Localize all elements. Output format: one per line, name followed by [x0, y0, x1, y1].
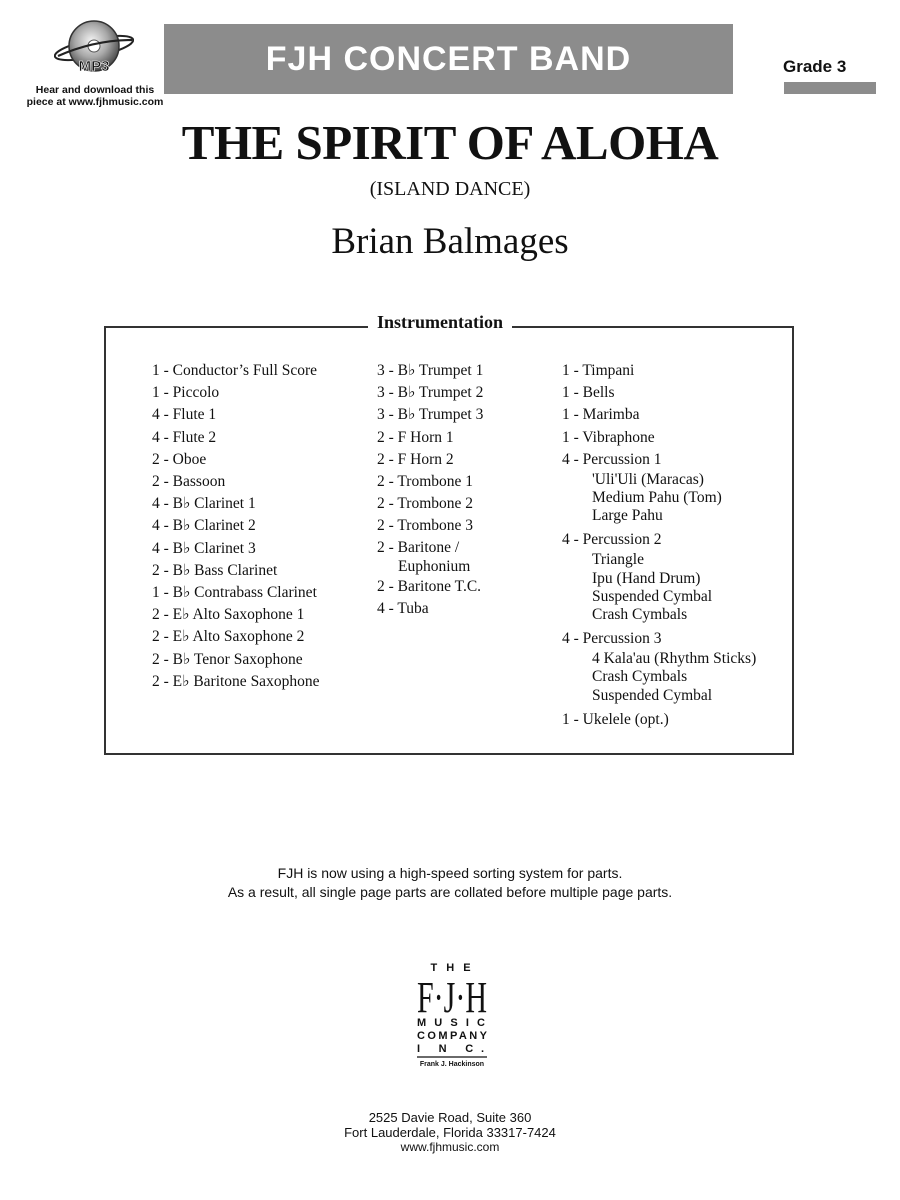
- part-item: 2 - E♭ Alto Saxophone 1: [152, 606, 305, 624]
- part-item: 2 - F Horn 2: [377, 450, 454, 468]
- logo-company: COMPANY: [417, 1030, 487, 1042]
- part-item: 3 - B♭ Trumpet 2: [377, 384, 484, 402]
- part-item: 1 - Vibraphone: [562, 428, 655, 446]
- part-item: 2 - Bassoon: [152, 473, 226, 491]
- part-item: 4 - Flute 1: [152, 406, 217, 424]
- notice-line-1: FJH is now using a high-speed sorting system for parts.: [277, 865, 623, 881]
- mp3-caption: [20, 84, 170, 108]
- part-item: 2 - E♭ Baritone Saxophone: [152, 672, 320, 690]
- part-item: 4 - B♭ Clarinet 3: [152, 539, 256, 557]
- part-item: 2 - Oboe: [152, 450, 207, 468]
- cd-disc-icon: [54, 18, 134, 88]
- grade-label: Grade 3: [783, 57, 847, 76]
- mp3-caption-line-1: Hear and download this: [35, 84, 155, 96]
- percussion-instrument: 'Uli'Uli (Maracas): [592, 470, 704, 488]
- percussion-instrument: Triangle: [592, 551, 644, 569]
- address-website: www.fjhmusic.com: [400, 1140, 500, 1154]
- instrumentation-column-brass: [377, 360, 483, 620]
- percussion-2-group: [562, 529, 756, 624]
- part-item: 2 - F Horn 1: [377, 428, 454, 446]
- part-item: 4 - Flute 2: [152, 428, 217, 446]
- instrumentation-column-percussion: [562, 360, 756, 731]
- percussion-1-label: 4 - Percussion 1: [562, 450, 662, 468]
- part-item: 3 - B♭ Trumpet 1: [377, 362, 484, 379]
- fjh-logo: [412, 958, 492, 1068]
- percussion-1-group: [562, 449, 756, 526]
- part-item: 3 - B♭ Trumpet 3: [377, 406, 484, 424]
- sorting-notice: [0, 864, 900, 902]
- part-item: 1 - Timpani: [562, 362, 635, 379]
- percussion-instrument: Suspended Cymbal: [592, 587, 713, 605]
- percussion-instrument: Ipu (Hand Drum): [592, 569, 701, 587]
- part-item: 2 - Baritone T.C.: [377, 577, 482, 595]
- percussion-instrument: Large Pahu: [592, 507, 663, 525]
- series-title: FJH CONCERT BAND: [265, 39, 632, 78]
- part-item-baritone-line-1: 2 - Baritone /: [377, 538, 460, 556]
- address-street: 2525 Davie Road, Suite 360: [368, 1110, 532, 1125]
- grade-bar: [784, 82, 876, 94]
- piece-subtitle: (ISLAND DANCE): [369, 178, 531, 200]
- percussion-instrument: Crash Cymbals: [592, 606, 688, 624]
- percussion-3-label: 4 - Percussion 3: [562, 630, 662, 648]
- composer-name: Brian Balmages: [331, 221, 569, 262]
- part-item: 2 - B♭ Bass Clarinet: [152, 561, 278, 579]
- logo-founder: Frank J. Hackinson: [419, 1061, 485, 1068]
- part-item: 1 - B♭ Contrabass Clarinet: [152, 584, 317, 602]
- part-item: 1 - Conductor’s Full Score: [152, 362, 318, 379]
- part-item: 1 - Piccolo: [152, 384, 220, 402]
- part-item-baritone-line-2: Euphonium: [398, 557, 471, 575]
- percussion-instrument: Suspended Cymbal: [592, 686, 713, 704]
- address-city: Fort Lauderdale, Florida 33317-7424: [344, 1125, 556, 1140]
- part-item: 4 - B♭ Clarinet 1: [152, 495, 256, 513]
- notice-line-2: As a result, all single page parts are collated before multiple page parts.: [227, 884, 673, 900]
- mp3-caption-line-2: piece at www.fjhmusic.com: [26, 96, 164, 108]
- part-item: 2 - E♭ Alto Saxophone 2: [152, 628, 305, 646]
- part-item-baritone: [377, 538, 483, 576]
- logo-inc: I N C.: [417, 1043, 487, 1055]
- part-item: 1 - Marimba: [562, 406, 640, 424]
- part-item: 4 - B♭ Clarinet 2: [152, 517, 256, 535]
- part-item: 4 - Tuba: [377, 599, 429, 617]
- percussion-instrument: Crash Cymbals: [592, 668, 688, 686]
- logo-the: T H E: [430, 962, 474, 974]
- logo-music: MUSIC: [417, 1017, 487, 1029]
- percussion-instrument: Medium Pahu (Tom): [592, 489, 722, 507]
- publisher-address: [0, 1110, 900, 1155]
- percussion-instrument: 4 Kala'au (Rhythm Sticks): [592, 650, 757, 668]
- part-item: 2 - Trombone 1: [377, 473, 474, 491]
- part-item: 2 - Trombone 2: [377, 495, 474, 513]
- instrumentation-heading: Instrumentation: [368, 312, 512, 333]
- mp3-label: MP3: [78, 58, 110, 75]
- piece-title: THE SPIRIT OF ALOHA: [181, 115, 719, 170]
- percussion-3-group: [562, 628, 756, 705]
- series-banner: [164, 24, 733, 94]
- part-item: 2 - Trombone 3: [377, 517, 474, 535]
- part-item: 1 - Ukelele (opt.): [562, 710, 669, 728]
- percussion-2-label: 4 - Percussion 2: [562, 531, 662, 549]
- part-item: 2 - B♭ Tenor Saxophone: [152, 650, 303, 668]
- mp3-badge: [20, 18, 170, 118]
- part-item: 1 - Bells: [562, 384, 615, 402]
- instrumentation-column-woodwinds: [152, 360, 319, 693]
- logo-fjh: F·J·H: [417, 973, 487, 1022]
